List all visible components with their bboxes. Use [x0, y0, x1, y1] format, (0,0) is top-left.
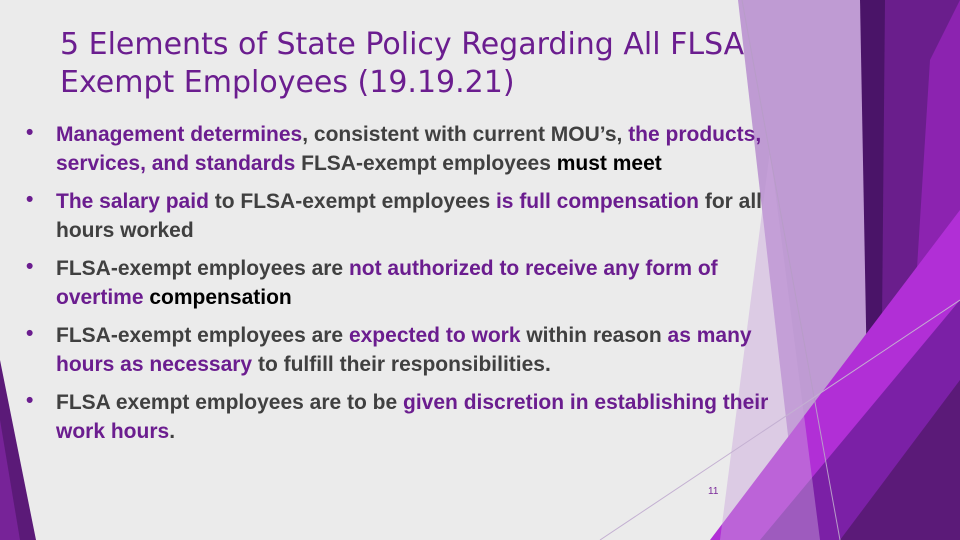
bullet-text-segment: not authorized to receive any form of overtime: [56, 257, 718, 309]
bullet-text-segment: to fulfill their responsibilities.: [257, 353, 551, 376]
bullet-list: [26, 120, 796, 455]
bullet-marker: •: [26, 322, 34, 345]
bullet-text-segment: Management determines: [56, 123, 303, 146]
bullet-item: [26, 254, 796, 312]
bullet-text-segment: FLSA exempt employees are to be: [56, 391, 404, 414]
bullet-marker: •: [26, 255, 34, 278]
bullet-text-segment: The salary paid: [56, 190, 215, 213]
bullet-marker: •: [26, 188, 34, 211]
bullet-item: [26, 388, 796, 446]
bullet-text-segment: is full compensation: [495, 190, 705, 213]
bullet-text-segment: the products, services, and standards: [56, 123, 762, 175]
bullet-text-segment: given discretion in establishing their work hours: [56, 391, 769, 443]
bullet-text-segment: .: [169, 420, 176, 443]
bullet-marker: •: [26, 389, 34, 412]
bullet-text-segment: compensation: [149, 286, 292, 309]
bullet-text-segment: expected to work: [348, 324, 527, 347]
bullet-text-segment: within reason: [526, 324, 668, 347]
bullet-text-segment: must meet: [556, 152, 662, 175]
bullet-item: [26, 187, 796, 245]
bullet-text-segment: FLSA-exempt employees are: [56, 257, 349, 280]
bullet-marker: •: [26, 121, 34, 144]
bullet-text-segment: to FLSA-exempt employees: [214, 190, 496, 213]
bullet-item: [26, 321, 796, 379]
slide-title: 5 Elements of State Policy Regarding All FLSA Exempt Employees (19.19.21): [60, 27, 745, 100]
page-number: 11: [708, 486, 719, 497]
bullet-text-segment: FLSA-exempt employees are: [56, 324, 349, 347]
bullet-text-segment: for all hours worked: [56, 190, 763, 242]
bullet-text-segment: , consistent with current MOU’s,: [302, 123, 629, 146]
bullet-text-segment: as many hours as necessary: [56, 324, 752, 376]
bullet-text-segment: FLSA-exempt employees: [301, 152, 557, 175]
bullet-item: [26, 120, 796, 178]
